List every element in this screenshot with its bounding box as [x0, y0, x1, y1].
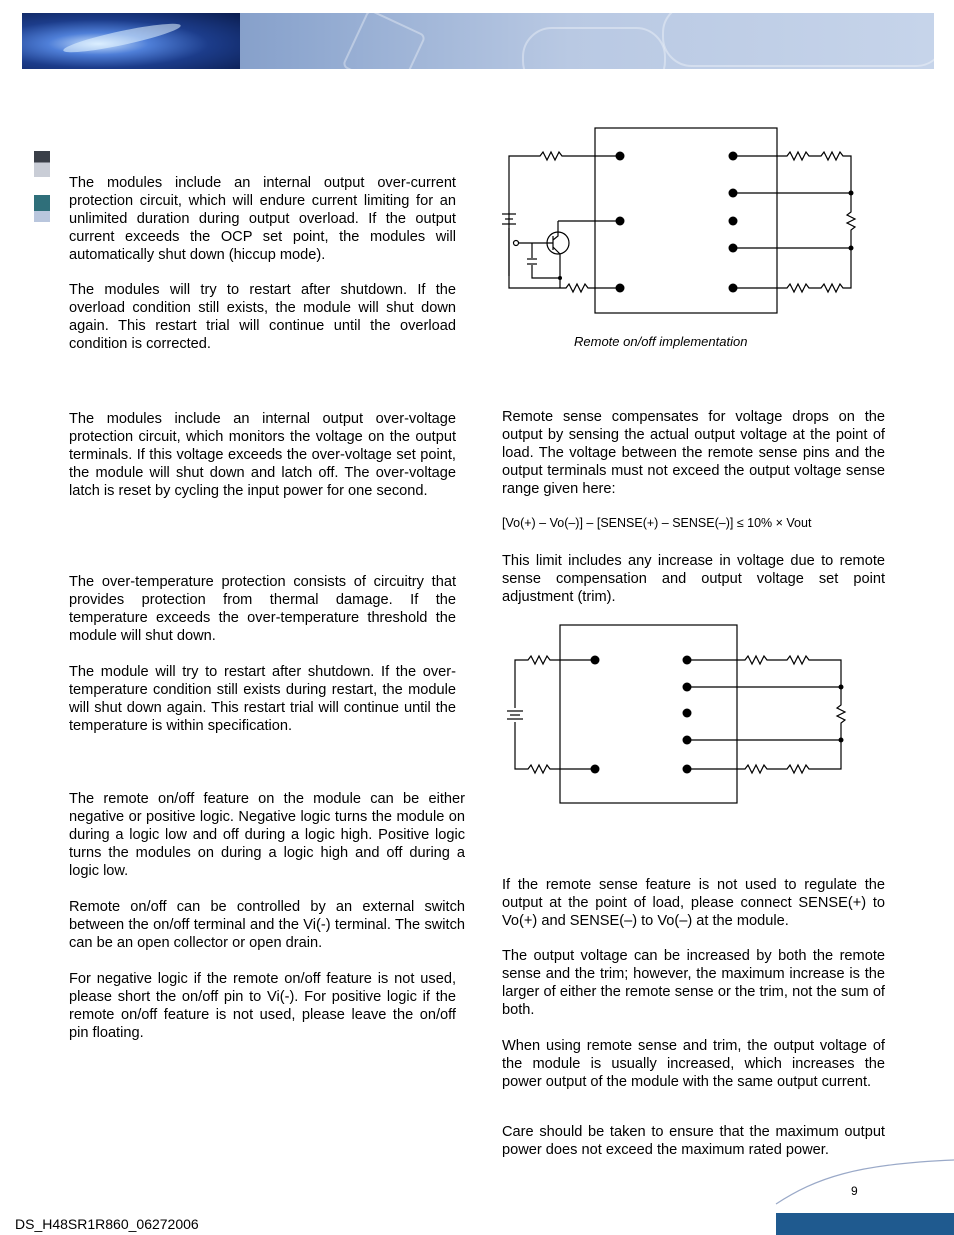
remote-sense-paragraph: Remote sense compensates for voltage drops on the output by sensing the actual output voltage at the point of load. The voltage between the remote sense pins and the output terminals must not exceed the output voltage sense range given here: [502, 409, 885, 497]
ovp-paragraph: The modules include an internal output over-voltage protection circuit, which monitors the voltage on the output terminals. If this voltage exceeds the over-voltage set point, the module will shut down and latch off. The over-voltage latch is reset by cycling the input power for one second. [69, 411, 456, 499]
sense-formula: [Vo(+) – Vo(–)] – [SENSE(+) – SENSE(–)] ≤ 10% × Vout [502, 516, 812, 530]
otp-restart-paragraph: The module will try to restart after shutdown. If the over-temperature condition still exists during restart, the module will shut down again. This restart trial will continue until the temperature is within specification. [69, 664, 456, 734]
remote-onoff-switch-paragraph: Remote on/off can be controlled by an external switch between the on/off terminal and the Vi(-) terminal. The switch can be an open collector or open drain. [69, 899, 465, 951]
document-id: DS_H48SR1R860_06272006 [15, 1216, 199, 1232]
footer-bar [776, 1213, 954, 1235]
max-power-paragraph: Care should be taken to ensure that the maximum output power does not exceed the maximum rated power. [502, 1124, 885, 1158]
otp-paragraph: The over-temperature protection consists of circuitry that provides protection from thermal damage. If the temperature exceeds the over-temperature threshold the module will shut down. [69, 574, 456, 644]
sense-trim-paragraph: The output voltage can be increased by both the remote sense and the trim; however, the maximum increase is the larger of either the remote sense or the trim, not the sum of both. [502, 948, 885, 1018]
footer-curve [776, 1158, 954, 1214]
sense-unused-paragraph: If the remote sense feature is not used to regulate the output at the point of load, please connect SENSE(+) to Vo(+) and SENSE(–) to Vo(–) at the module. [502, 877, 885, 929]
sense-trim-power-paragraph: When using remote sense and trim, the output voltage of the module is usually increased, which increases the power output of the module with the same output current. [502, 1038, 885, 1090]
remote-onoff-paragraph: The remote on/off feature on the module can be either negative or positive logic. Negative logic turns the module on during a logic low and off during a logic high. Positive logic turns the modules on during a logic high and off during a logic low. [69, 791, 465, 879]
sense-limit-paragraph: This limit includes any increase in voltage due to remote sense compensation and output voltage set point adjustment (trim). [502, 553, 885, 605]
ocp-restart-paragraph: The modules will try to restart after shutdown. If the overload condition still exists, the module will shut down again. This restart trial will continue until the overload condition is corrected. [69, 282, 456, 352]
ocp-paragraph: The modules include an internal output over-current protection circuit, which will endure current limiting for an unlimited duration during output overload. If the output current exceeds the OCP set point, the modules will automatically shut down (hiccup mode). [69, 175, 456, 263]
figure-caption-remote-onoff: Remote on/off implementation [574, 334, 748, 349]
onoff-unused-paragraph: For negative logic if the remote on/off feature is not used, please short the on/off pin to Vi(-). For positive logic if the remote on/off feature is not used, please leave the on/off pin floating. [69, 971, 456, 1041]
page-number: 9 [851, 1184, 858, 1198]
